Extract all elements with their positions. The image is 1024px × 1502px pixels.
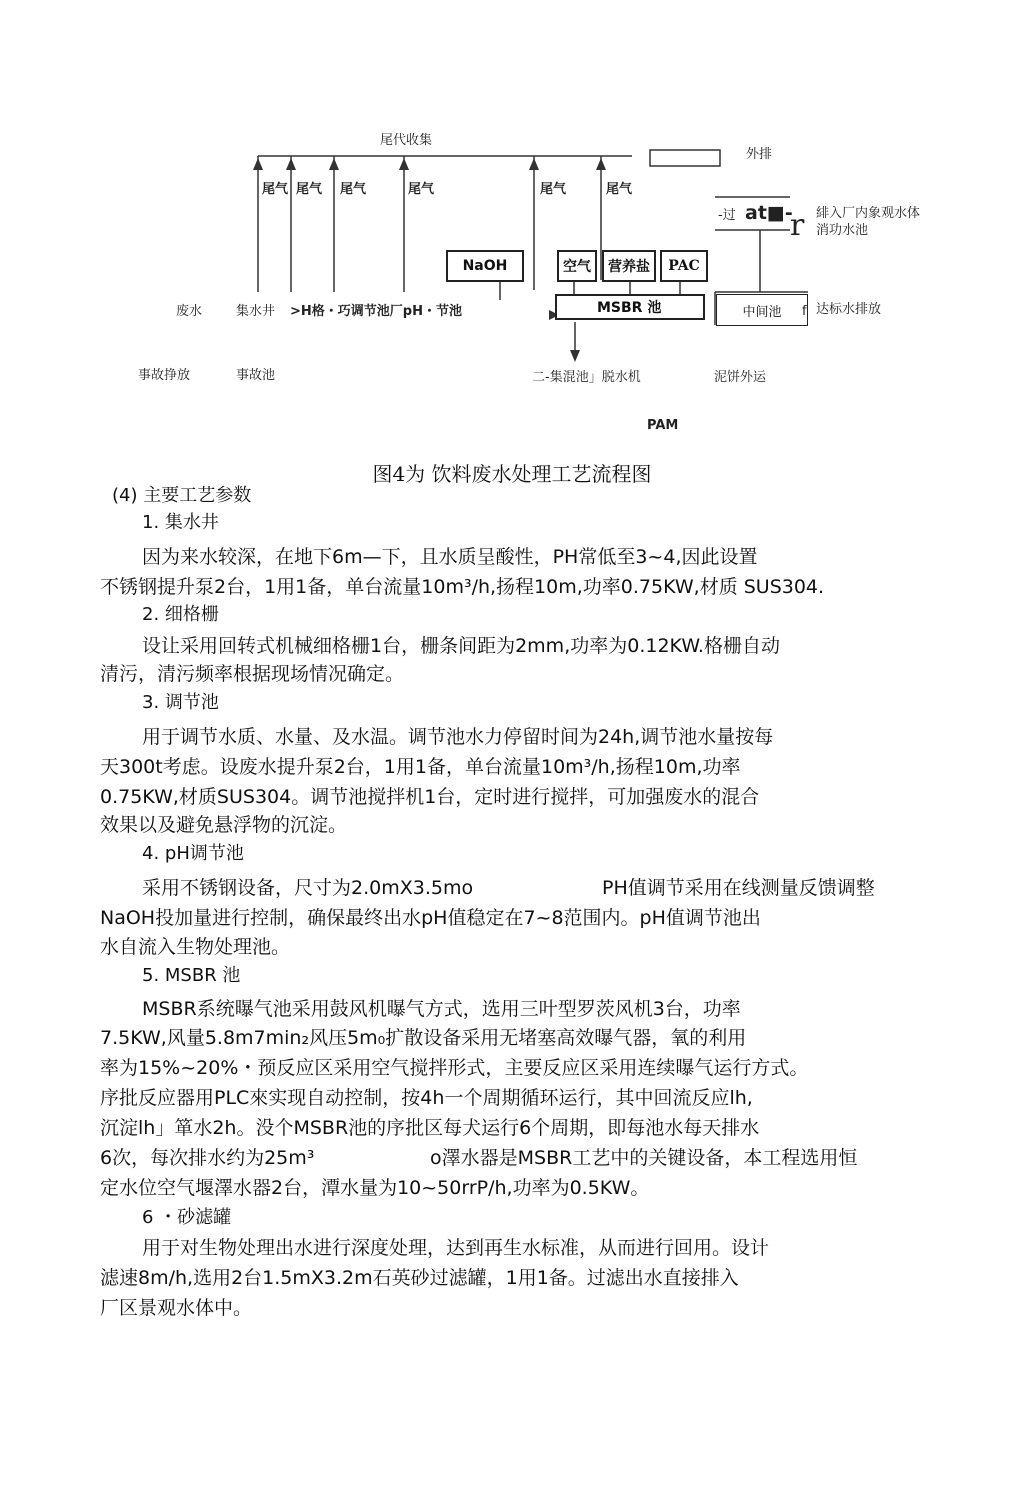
label-cake-out: 泥饼外运 [714, 370, 767, 385]
label-standard-discharge: 达标水排放 [816, 302, 882, 317]
label-tail-gas-2: 尾气 [296, 182, 323, 197]
label-wastewater: 废水 [176, 304, 203, 319]
label-filter-mark: -过 [718, 208, 736, 223]
paragraph-line: 不锈钢提升泵2台，1用1备，单台流量10m³/h,扬程10m,功率0.75KW,材质 SUS304. [100, 576, 825, 598]
label-sludge-chain: 二-集混池」脱水机 [532, 370, 641, 385]
subheading-2: 2. 细格栅 [142, 604, 219, 625]
label-fire-pool: 消功水池 [816, 223, 869, 238]
label-grid-chain: >H格・巧调节池厂pH・节池 [290, 304, 462, 319]
pac-box: PAC [660, 250, 708, 282]
paragraph-line: 滤速8m/h,选用2台1.5mX3.2m石英砂过滤罐，1用1备。过滤出水直接排入 [100, 1267, 739, 1289]
label-atr: at■- [745, 202, 793, 224]
label-pam: PAM [647, 418, 679, 433]
intermediate-pool-box: 中间池 [716, 294, 808, 326]
paragraph-line: 用于调节水质、水量、及水温。调节池水力停留时间为24h,调节池水量按每 [142, 726, 774, 748]
paragraph-line: MSBR系统曝气池采用鼓风机曝气方式，选用三叶型罗茨风机3台，功率 [142, 998, 741, 1020]
paragraph-line: 设让采用回转式机械细格栅1台，栅条间距为2mm,功率为0.12KW.格栅自动 [142, 635, 780, 657]
paragraph-line: 效果以及避免悬浮物的沉淀。 [100, 814, 348, 836]
section-heading: (4) 主要工艺参数 [112, 485, 252, 506]
label-tail-gas-3: 尾气 [340, 182, 367, 197]
paragraph-line: 厂区景观水体中。 [100, 1297, 253, 1319]
paragraph-line: 因为来水较深，在地下6m—下，且水质呈酸性，PH常低至3~4,因此设置 [142, 546, 758, 568]
label-accident-discharge: 事故挣放 [138, 368, 191, 383]
label-accident-pool: 事故池 [236, 368, 276, 383]
paragraph-line: 沉淀lh」箪水2h。没个MSBR池的序批区每犬运行6个周期，即每池水每天排水 [100, 1117, 760, 1139]
paragraph-line: NaOH投加量进行控制，确保最终出水pH值稳定在7~8范围内。pH值调节池出 [100, 907, 761, 929]
naoh-box: NaOH [446, 250, 524, 282]
paragraph-line: o澤水器是MSBR工艺中的关键设备，本工程选用恒 [430, 1147, 858, 1169]
label-tail-gas-6: 尾气 [606, 182, 633, 197]
paragraph-line: 天300t考虑。设废水提升泵2台，1用1备，单台流量10m³/h,扬程10m,功率 [100, 756, 741, 778]
paragraph-line: 率为15%~20%・预反应区采用空气搅拌形式，主要反应区采用连续曝气运行方式。 [100, 1057, 809, 1079]
figure-caption: 图4为 饮料废水处理工艺流程图 [372, 462, 652, 486]
paragraph-line: 采用不锈钢设备，尺寸为2.0mX3.5mo [142, 877, 474, 899]
msbr-box: MSBR 池 [555, 294, 705, 320]
paragraph-line: 6次，每次排水约为25m³ [100, 1147, 315, 1169]
paragraph-line: 7.5KW,风量5.8m7min₂风压5m₀扩散设备采用无堵塞高效曝气器，氧的利用 [100, 1027, 747, 1049]
label-discharge-out: 外排 [746, 147, 773, 162]
label-landscape-right: 緋入厂内象观水体 [816, 206, 921, 221]
label-f-mark: f [802, 304, 807, 319]
subheading-1: 1. 集水井 [142, 512, 219, 533]
paragraph-line: 水自流入生物处理池。 [100, 936, 291, 958]
process-flow-diagram [0, 0, 1024, 440]
subheading-3: 3. 调节池 [142, 692, 219, 713]
paragraph-line: 清污，清污频率根据现场情况确定。 [100, 663, 405, 685]
paragraph-line: PH值调节采用在线测量反馈调整 [602, 877, 875, 899]
label-r-mark: r [790, 208, 805, 243]
label-tail-gas-5: 尾气 [540, 182, 567, 197]
label-tail-gas-1: 尾气 [262, 182, 289, 197]
paragraph-line: 定水位空气堰澤水器2台，潭水量为10~50rrP/h,功率为0.5KW。 [100, 1177, 650, 1199]
air-box: 空气 [557, 250, 597, 282]
subheading-4: 4. pH调节池 [142, 843, 244, 864]
label-tail-collect: 尾代收集 [380, 133, 433, 148]
paragraph-line: 用于对生物处理出水进行深度处理，达到再生水标准，从而进行回用。设计 [142, 1237, 770, 1259]
subheading-6: 6 ・砂滤罐 [142, 1207, 232, 1228]
subheading-5: 5. MSBR 池 [142, 965, 241, 986]
paragraph-line: 序批反应器用PLC來实现自动控制，按4h一个周期循环运行，其中回流反应lh, [100, 1087, 753, 1109]
paragraph-line: 0.75KW,材质SUS304。调节池搅拌机1台，定时进行搅拌，可加强废水的混合 [100, 786, 760, 808]
label-collection-well: 集水井 [236, 304, 276, 319]
nutrient-box: 营养盐 [602, 250, 656, 282]
label-tail-gas-4: 尾气 [408, 182, 435, 197]
